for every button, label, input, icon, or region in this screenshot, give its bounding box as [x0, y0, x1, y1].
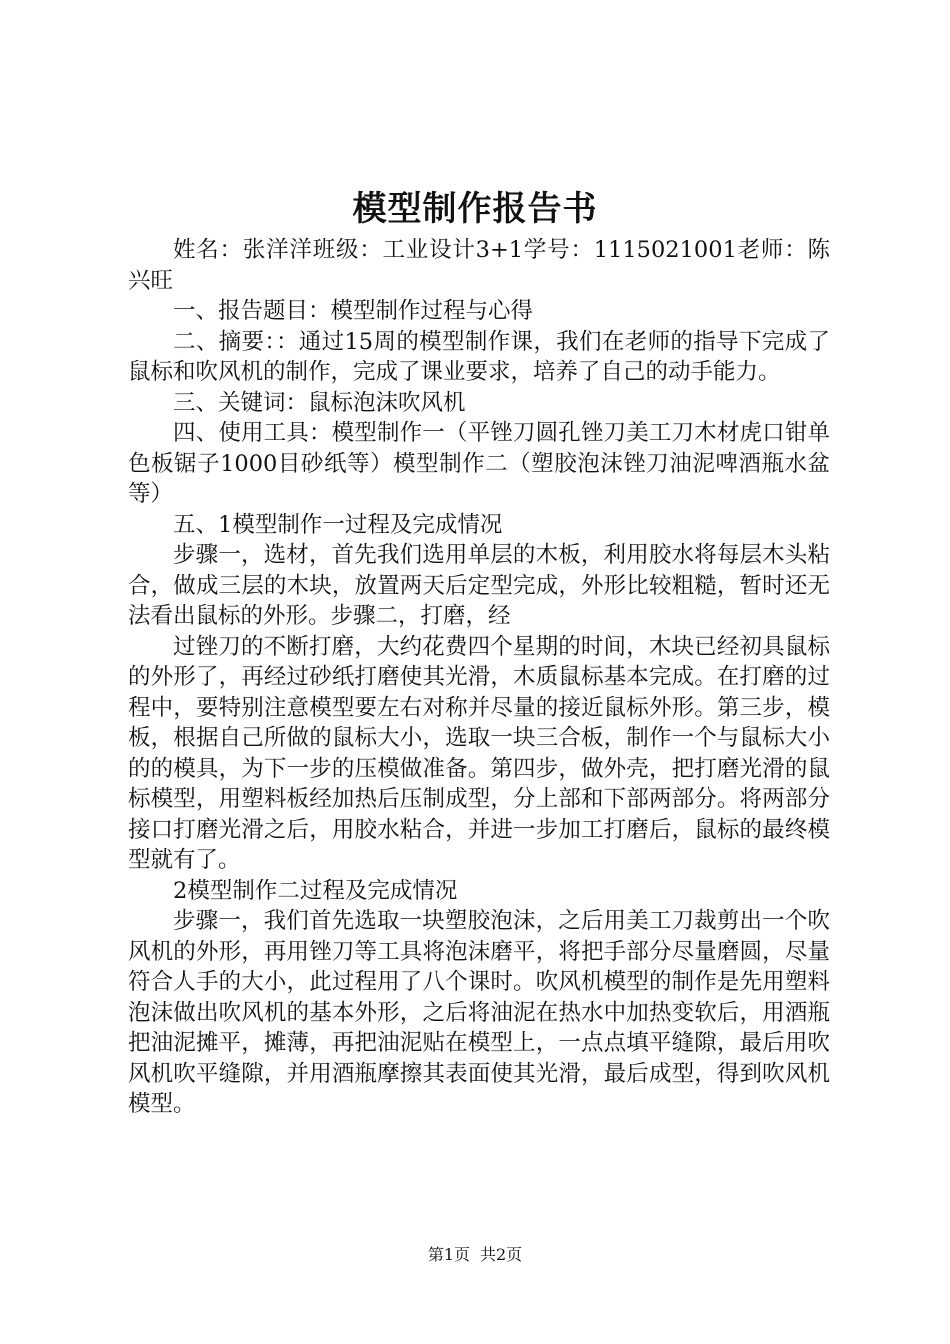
model-one-step-one-paragraph: 步骤一，选材，首先我们选用单层的木板，利用胶水将每层木头粘合，做成三层的木块，放置两天后定型完成，外形比较粗糙，暂时还无法看出鼠标的外形。步骤二，打磨，经	[128, 542, 830, 629]
tools-paragraph: 四、使用工具：模型制作一（平锉刀圆孔锉刀美工刀木材虎口钳单色板锯子1000目砂纸等）模型制作二（塑胶泡沫锉刀油泥啤酒瓶水盆等）	[128, 420, 830, 507]
page-footer	[0, 1244, 950, 1266]
student-info-paragraph: 姓名：张洋洋班级：工业设计3+1学号：1115021001老师：陈兴旺	[128, 237, 830, 294]
page-total: 共2页	[480, 1245, 523, 1264]
document-title: 模型制作报告书	[352, 189, 598, 229]
report-topic-paragraph: 一、报告题目：模型制作过程与心得	[173, 298, 534, 324]
document-body	[128, 235, 830, 1120]
model-one-process-paragraph: 过锉刀的不断打磨，大约花费四个星期的时间，木块已经初具鼠标的外形了，再经过砂纸打磨使其光滑，木质鼠标基本完成。在打磨的过程中，要特别注意模型要左右对称并尽量的接近鼠标外形。第三步，模板，根据自己所做的鼠标大小，选取一块三合板，制作一个与鼠标大小的的模具，为下一步的压模做准备。第四步，做外壳，把打磨光滑的鼠标模型，用塑料板经加热后压制成型，分上部和下部两部分。将两部分接口打磨光滑之后，用胶水粘合，并进一步加工打磨后，鼠标的最终模型就有了。	[128, 633, 830, 873]
keywords-paragraph: 三、关键词：鼠标泡沫吹风机	[173, 389, 466, 416]
abstract-paragraph: 二、摘要：：通过15周的模型制作课，我们在老师的指导下完成了鼠标和吹风机的制作，完成了课业要求，培养了自己的动手能力。	[128, 328, 830, 385]
page-number: 第1页	[427, 1245, 470, 1264]
section-heading-model-one: 五、1模型制作一过程及完成情况	[173, 511, 503, 538]
section-heading-model-two: 2模型制作二过程及完成情况	[173, 877, 458, 904]
model-two-process-paragraph: 步骤一，我们首先选取一块塑胶泡沫，之后用美工刀裁剪出一个吹风机的外形，再用锉刀等工具将泡沫磨平，将把手部分尽量磨圆，尽量符合人手的大小，此过程用了八个课时。吹风机模型的制作是先用塑料泡沫做出吹风机的基本外形，之后将油泥在热水中加热变软后，用酒瓶把油泥摊平，摊薄，再把油泥贴在模型上，一点点填平缝隙，最后用吹风机吹平缝隙，并用酒瓶摩擦其表面使其光滑，最后成型，得到吹风机模型。	[128, 908, 830, 1117]
